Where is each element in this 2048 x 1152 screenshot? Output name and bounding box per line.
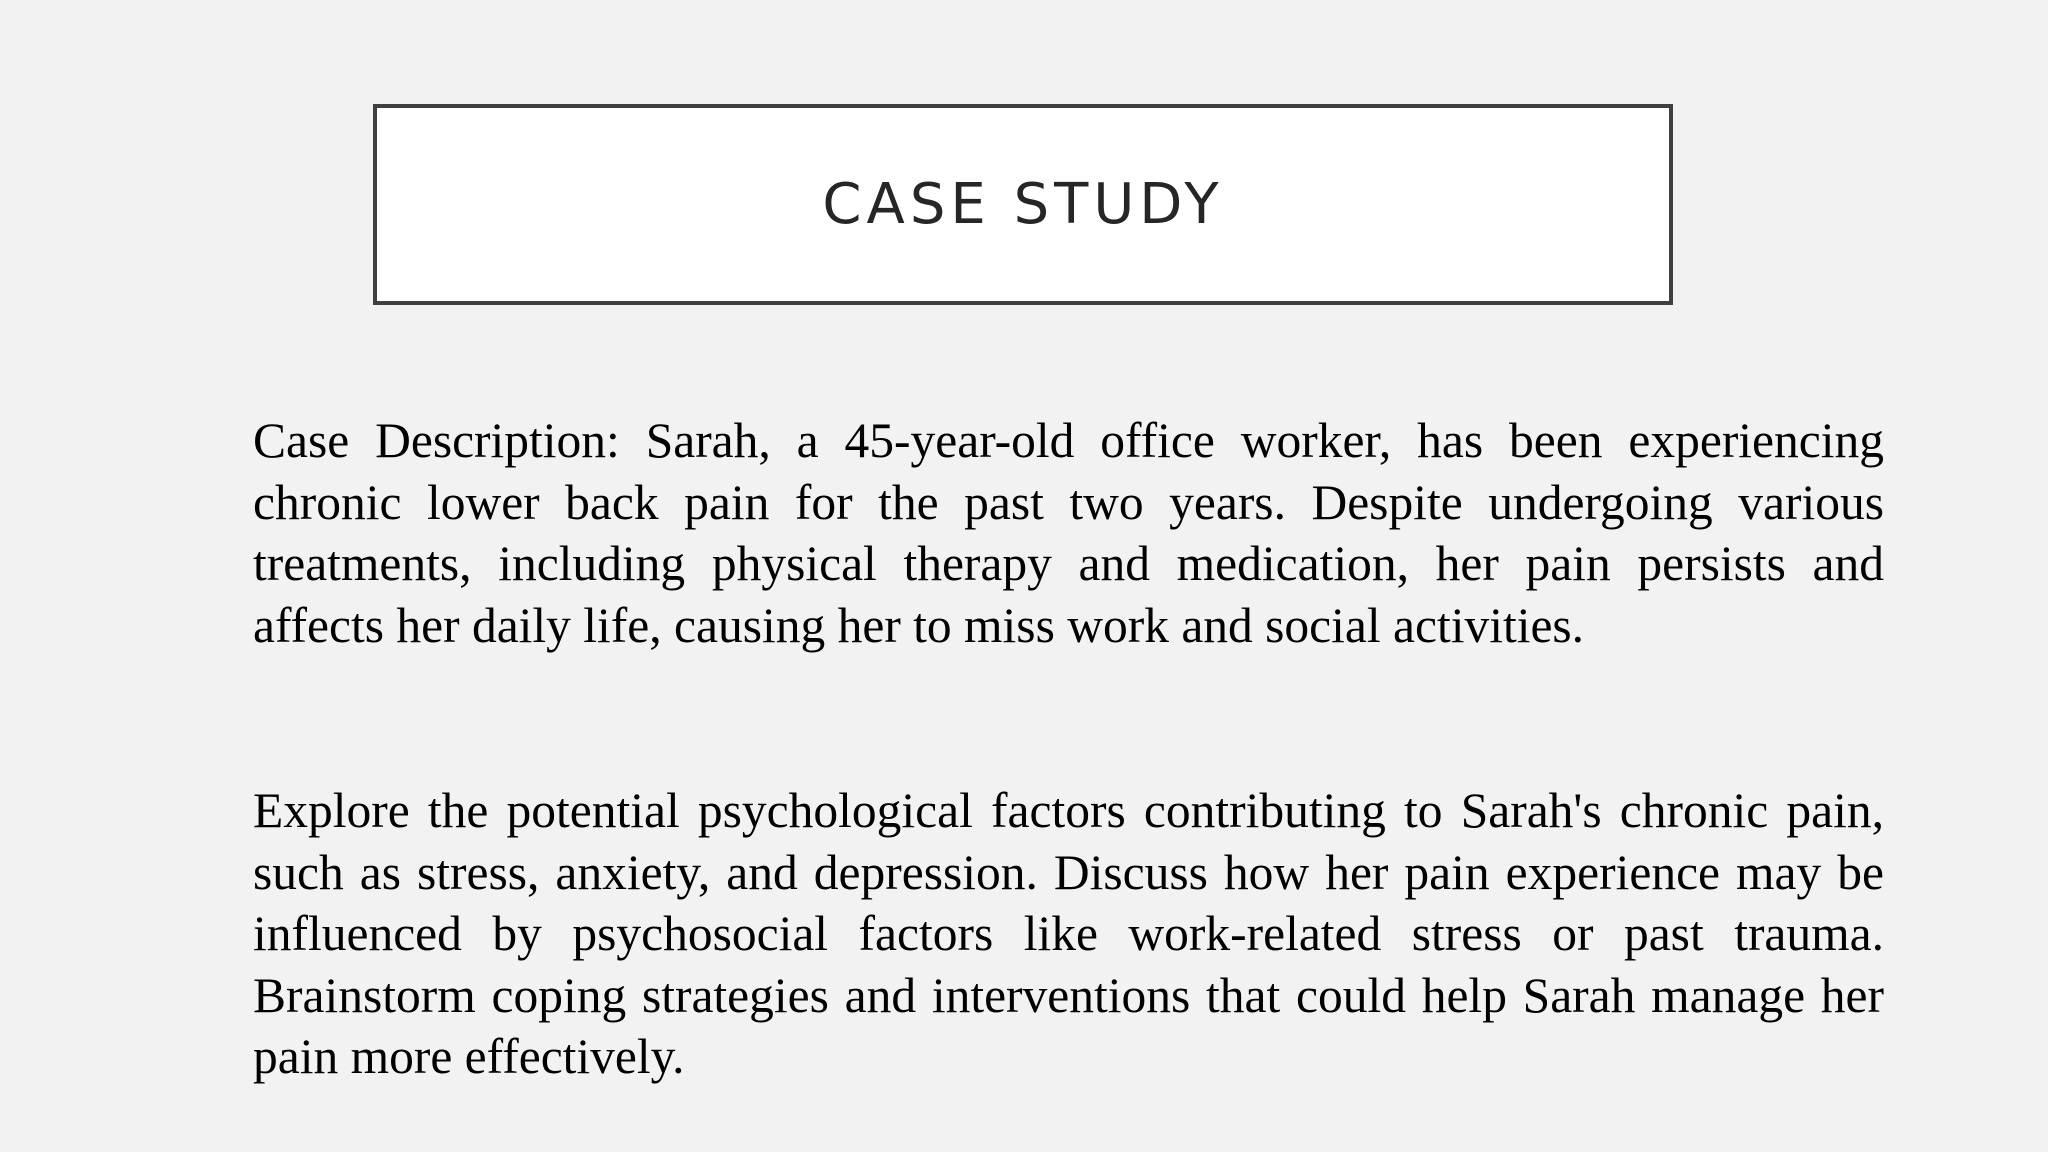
slide-title: CASE STUDY bbox=[822, 171, 1224, 237]
title-box bbox=[373, 104, 1673, 305]
exploration-paragraph: Explore the potential psychological factors contributing to Sarah's chronic pain, such as stress, anxiety, and depression. Discuss how her pain experience may be influenced by psychosocial factors like work-related stress or past trauma. Brainstorm coping strategies and interventions that could help Sarah manage her pain more effectively. bbox=[253, 783, 1884, 1084]
case-description-paragraph: Case Description: Sarah, a 45-year-old office worker, has been experiencing chronic lower back pain for the past two years. Despite undergoing various treatments, including physical therapy and medication, her pain persists and affects her daily life, causing her to miss work and social activities. bbox=[253, 413, 1884, 653]
